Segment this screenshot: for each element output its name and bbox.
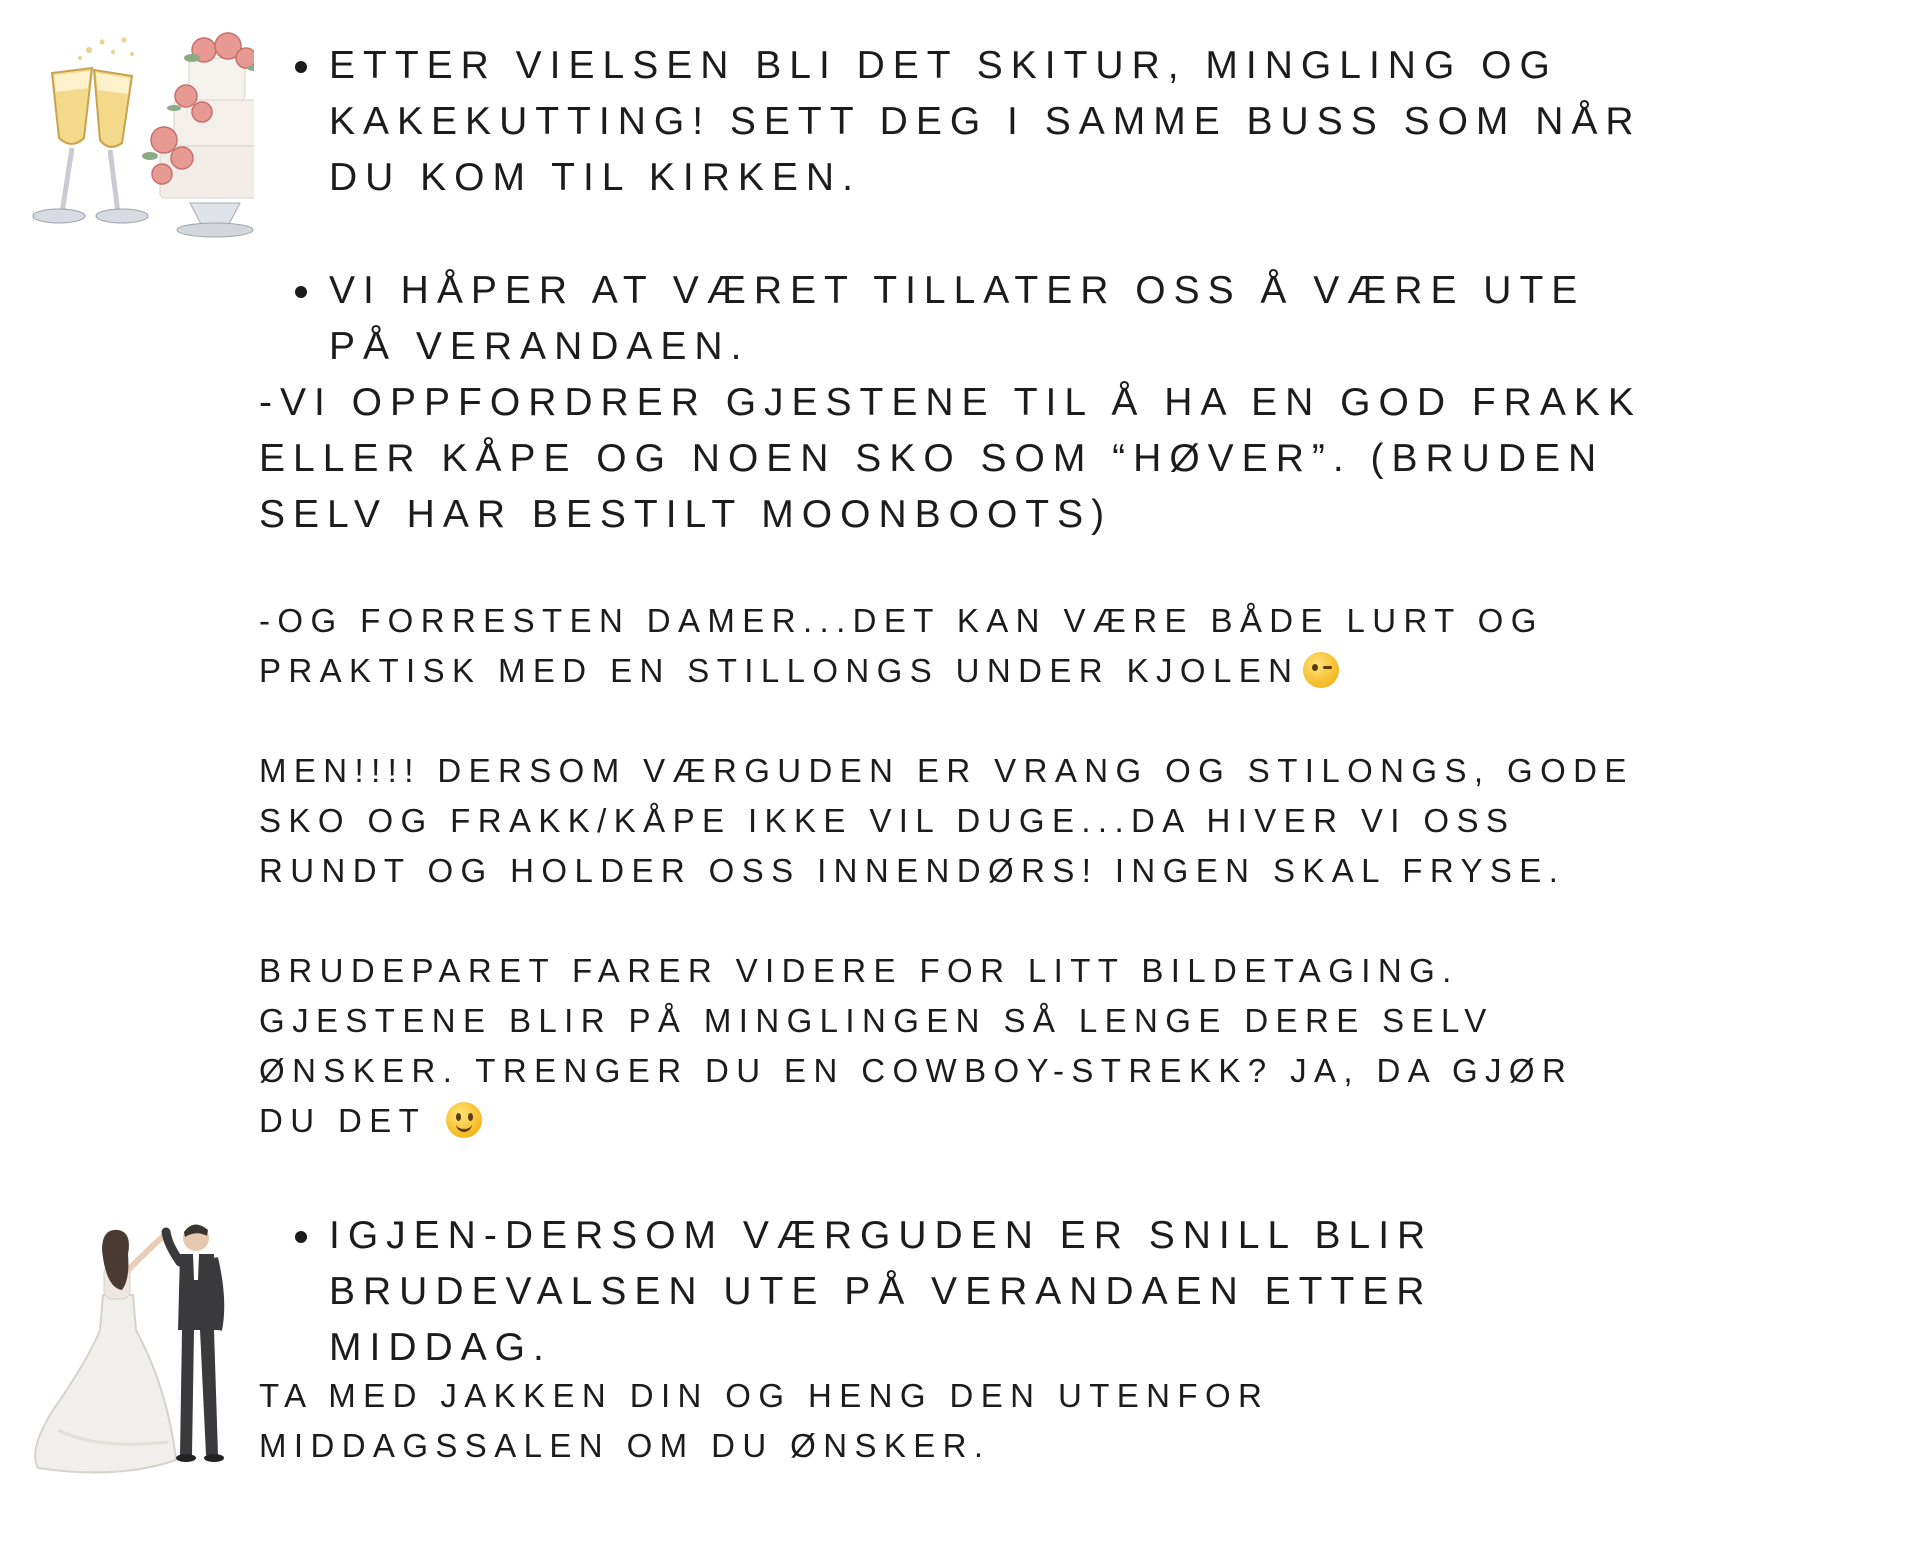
text-line xyxy=(259,1096,1573,1146)
bullet-text-after-wedding xyxy=(329,38,1642,206)
text-line xyxy=(259,646,1544,696)
text-line: BRUDEVALSEN UTE PÅ VERANDAEN ETTER xyxy=(329,1270,1433,1313)
smiling-face-icon xyxy=(446,1102,482,1138)
text-line: GJESTENE BLIR PÅ MINGLINGEN SÅ LENGE DERE SELV xyxy=(259,1002,1494,1039)
text-line: DU KOM TIL KIRKEN. xyxy=(329,156,861,199)
note-bad-weather xyxy=(259,746,1634,896)
bride-groom-illustration xyxy=(18,1210,243,1480)
bullet-text-bridal-waltz xyxy=(329,1208,1433,1376)
champagne-cake-illustration xyxy=(14,28,254,243)
text-line: SELV HAR BESTILT MOONBOOTS) xyxy=(259,493,1113,536)
bullet-marker xyxy=(295,61,307,73)
text-line: IGJEN-DERSOM VÆRGUDEN ER SNILL BLIR xyxy=(329,1214,1434,1257)
text-line: ØNSKER. TRENGER DU EN COWBOY-STREKK? JA, DA GJØR xyxy=(259,1052,1574,1089)
text-line: PÅ VERANDAEN. xyxy=(329,325,750,368)
text-line: TA MED JAKKEN DIN OG HENG DEN UTENFOR xyxy=(259,1377,1270,1414)
text-line-content: PRAKTISK MED EN STILLONGS UNDER KJOLEN xyxy=(259,652,1300,689)
bullet-marker xyxy=(295,286,307,298)
bullet-text-weather-veranda xyxy=(329,263,1585,375)
text-line: ETTER VIELSEN BLI DET SKITUR, MINGLING OG xyxy=(329,44,1558,87)
bullet-marker xyxy=(295,1231,307,1243)
text-line: ELLER KÅPE OG NOEN SKO SOM “HØVER”. (BRUDEN xyxy=(259,437,1605,480)
text-line: SKO OG FRAKK/KÅPE IKKE VIL DUGE...DA HIVER VI OSS xyxy=(259,802,1516,839)
note-jacket xyxy=(259,1371,1269,1471)
note-coat-shoes xyxy=(259,375,1642,543)
text-line: MEN!!!! DERSOM VÆRGUDEN ER VRANG OG STILONGS, GODE xyxy=(259,752,1634,789)
text-line: MIDDAG. xyxy=(329,1326,552,1369)
note-stillongs xyxy=(259,596,1544,696)
text-line: -OG FORRESTEN DAMER...DET KAN VÆRE BÅDE LURT OG xyxy=(259,602,1544,639)
text-line: KAKEKUTTING! SETT DEG I SAMME BUSS SOM NÅR xyxy=(329,100,1642,143)
winking-face-icon xyxy=(1303,652,1339,688)
text-line: MIDDAGSSALEN OM DU ØNSKER. xyxy=(259,1427,991,1464)
note-photo-session xyxy=(259,946,1573,1146)
text-line: RUNDT OG HOLDER OSS INNENDØRS! INGEN SKAL FRYSE. xyxy=(259,852,1566,889)
text-line-content: DU DET xyxy=(259,1102,426,1139)
text-line: BRUDEPARET FARER VIDERE FOR LITT BILDETAGING. xyxy=(259,952,1459,989)
text-line: VI HÅPER AT VÆRET TILLATER OSS Å VÆRE UTE xyxy=(329,269,1586,312)
text-line: -VI OPPFORDRER GJESTENE TIL Å HA EN GOD FRAKK xyxy=(259,381,1642,424)
